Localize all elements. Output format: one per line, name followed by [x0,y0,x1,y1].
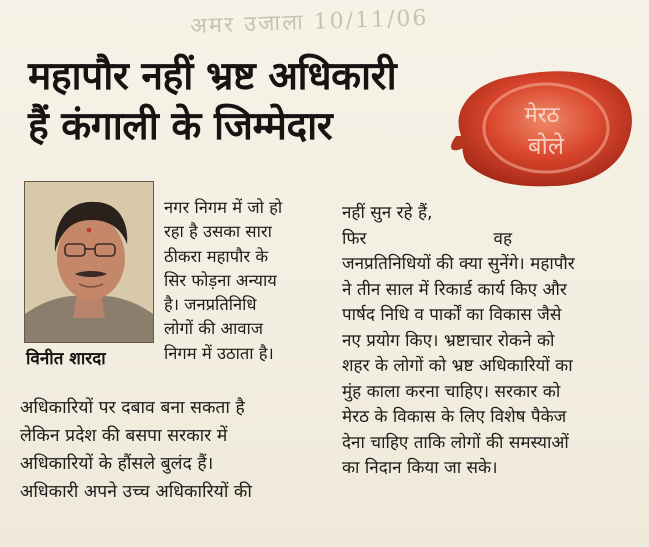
text-line: देना चाहिए ताकि लोगों की समस्याओं [342,432,569,453]
meerut-bole-seal-icon [448,66,638,190]
text-line: का निदान किया जा सके। [342,458,498,478]
column-divider [325,190,326,530]
handwritten-note: अमर उजाला 10/11/06 [189,5,429,40]
seal-line-2: बोले [527,132,565,160]
headline-line-2: हैं कंगाली के जिम्मेदार [28,104,333,149]
text-line: अधिकारी अपने उच्च अधिकारियों की [20,482,252,502]
text-word: वह [493,228,512,249]
headline [28,52,448,152]
text-line: लोगों की आवाज [164,319,264,339]
text-line: मुंह काला करना चाहिए। सरकार को [342,381,561,402]
text-line: शहर के लोगों को भ्रष्ट अधिकारियों का [342,356,573,376]
portrait-photo [24,181,154,343]
text-line: लेकिन प्रदेश की बसपा सरकार में [20,426,228,446]
photo-caption: विनीत शारदा [26,349,106,369]
text-line-justified [342,227,512,253]
text-line: मेरठ के विकास के लिए विशेष पैकेज [342,407,567,427]
text-line: पार्षद निधि व पार्कों का विकास जैसे [342,305,562,325]
article-column-2 [342,201,636,482]
text-line: नए प्रयोग किए। भ्रष्टाचार रोकने को [342,330,555,351]
seal-line-1: मेरठ [524,103,560,128]
text-line: निगम में उठाता है। [164,343,274,363]
text-line: रहा है उसका सारा [164,222,272,242]
text-line: है। जनप्रतिनिधि [164,295,257,315]
text-line: नहीं सुन रहे हैं, [342,203,433,223]
text-line: सिर फोड़ना अन्याय [164,270,277,290]
text-line: ठीकरा महापौर के [164,246,269,266]
article-column-1-bottom [20,394,310,506]
text-word: फिर [342,228,367,249]
text-line: अधिकारियों पर दबाव बना सकता है [20,398,245,418]
text-line: ने तीन साल में रिकार्ड कार्य किए और [342,279,567,300]
article-column-1-top [164,196,312,366]
person-portrait-icon [25,182,153,342]
text-line: अधिकारियों के हौंसले बुलंद हैं। [20,454,214,474]
text-line: नगर निगम में जो हो [164,198,283,217]
headline-line-1: महापौर नहीं भ्रष्ट अधिकारी [28,54,397,99]
text-line: जनप्रतिनिधियों की क्या सुनेंगे। महापौर [342,254,575,274]
